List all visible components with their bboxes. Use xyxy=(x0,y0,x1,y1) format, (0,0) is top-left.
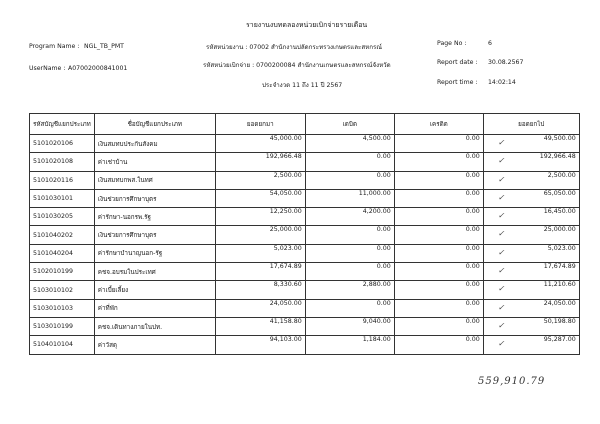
carried-forward-cell xyxy=(483,281,579,299)
account-name: เงินสมทบกพส.ในทศ xyxy=(94,171,215,189)
handwritten-check-mark: ✓ xyxy=(497,138,505,147)
col-header-carried-forward: ยอดยกไป xyxy=(483,114,579,135)
username-value: A07002000841001 xyxy=(68,65,128,72)
table-row xyxy=(30,244,580,262)
account-name: ค่ารักษาบำนาญนอก-รัฐ xyxy=(94,244,215,262)
table-row xyxy=(30,208,580,226)
carried-forward-cell xyxy=(483,244,579,262)
credit: 0.00 xyxy=(394,171,483,189)
username-label: UserName : xyxy=(29,65,66,72)
period-line: ประจำงวด 11 ถึง 11 ปี 2567 xyxy=(262,82,343,89)
col-header-credit: เครดิต xyxy=(394,114,483,135)
col-header-debit: เดบิต xyxy=(305,114,394,135)
account-name: คชจ.เดินทางภายในปท. xyxy=(94,317,215,335)
program-value: NGL_TB_PMT xyxy=(84,43,124,50)
account-name: เงินสมทบประกันสังคม xyxy=(94,135,215,153)
debit: 0.00 xyxy=(305,153,394,171)
disbursing-unit-line: รหัสหน่วยเบิกจ่าย : 0700200084 สำนักงานเกษตรและสหกรณ์จังหวัด xyxy=(203,62,391,69)
table-row xyxy=(30,153,580,171)
carried-forward: 192,966.48 xyxy=(539,153,576,161)
credit: 0.00 xyxy=(394,336,483,354)
debit: 9,040.00 xyxy=(305,317,394,335)
table-row xyxy=(30,336,580,354)
debit: 4,200.00 xyxy=(305,208,394,226)
carried-forward: 2,500.00 xyxy=(547,171,576,179)
credit: 0.00 xyxy=(394,317,483,335)
report-time-value: 14:02:14 xyxy=(488,79,516,86)
credit: 0.00 xyxy=(394,189,483,207)
col-header-brought-forward: ยอดยกมา xyxy=(215,114,305,135)
carried-forward: 95,287.00 xyxy=(543,336,576,344)
account-name: เงินช่วยการศึกษาบุตร xyxy=(94,189,215,207)
carried-forward-cell xyxy=(483,336,579,354)
handwritten-check-mark: ✓ xyxy=(497,211,505,221)
carried-forward-cell xyxy=(483,189,579,207)
report-date-value: 30.08.2567 xyxy=(488,59,524,66)
credit: 0.00 xyxy=(394,208,483,226)
carried-forward-cell xyxy=(483,135,579,153)
account-code: 5103010103 xyxy=(30,299,95,317)
debit: 4,500.00 xyxy=(305,135,394,153)
handwritten-check-mark: ✓ xyxy=(497,302,505,312)
brought-forward: 54,050.00 xyxy=(215,189,305,207)
account-name: ค่าวัสดุ xyxy=(94,336,215,354)
brought-forward: 94,103.00 xyxy=(215,336,305,354)
handwritten-check-mark: ✓ xyxy=(497,266,505,276)
carried-forward: 24,050.00 xyxy=(543,299,576,307)
handwritten-check-mark: ✓ xyxy=(497,320,505,330)
credit: 0.00 xyxy=(394,226,483,244)
table-row xyxy=(30,281,580,299)
brought-forward: 2,500.00 xyxy=(215,171,305,189)
table-row xyxy=(30,189,580,207)
carried-forward-cell xyxy=(483,226,579,244)
brought-forward: 8,330.60 xyxy=(215,281,305,299)
account-code: 5101020106 xyxy=(30,135,95,153)
report-date-label: Report date : xyxy=(437,59,478,66)
carried-forward-cell xyxy=(483,208,579,226)
handwritten-total-note: 559,910.79 xyxy=(478,376,546,387)
table-row xyxy=(30,263,580,281)
debit: 2,880.00 xyxy=(305,281,394,299)
carried-forward-cell xyxy=(483,299,579,317)
handwritten-check-mark: ✓ xyxy=(497,192,505,202)
handwritten-check-mark: ✓ xyxy=(497,284,505,294)
account-name: ค่ารักษา-นอกรพ.รัฐ xyxy=(94,208,215,226)
account-code: 5103010102 xyxy=(30,281,95,299)
table-row xyxy=(30,226,580,244)
debit: 0.00 xyxy=(305,263,394,281)
col-header-account-code: รหัสบัญชีแยกประเภท xyxy=(30,114,95,135)
carried-forward: 49,500.00 xyxy=(543,135,576,142)
carried-forward-cell xyxy=(483,263,579,281)
carried-forward: 25,000.00 xyxy=(543,226,576,234)
credit: 0.00 xyxy=(394,299,483,317)
handwritten-check-mark: ✓ xyxy=(497,174,505,184)
handwritten-check-mark: ✓ xyxy=(497,229,505,239)
account-name: ค่าเช่าบ้าน xyxy=(94,153,215,171)
carried-forward: 5,023.00 xyxy=(547,244,576,252)
table-row xyxy=(30,299,580,317)
account-code: 5101040202 xyxy=(30,226,95,244)
brought-forward: 12,250.00 xyxy=(215,208,305,226)
credit: 0.00 xyxy=(394,281,483,299)
table-row xyxy=(30,135,580,153)
carried-forward: 17,674.89 xyxy=(543,263,576,271)
carried-forward: 16,450.00 xyxy=(543,208,576,216)
page-no-label: Page No : xyxy=(437,40,467,47)
page-no-value: 6 xyxy=(488,40,492,47)
table-row xyxy=(30,317,580,335)
handwritten-check-mark: ✓ xyxy=(497,247,505,257)
carried-forward-cell xyxy=(483,317,579,335)
debit: 11,000.00 xyxy=(305,189,394,207)
debit: 0.00 xyxy=(305,171,394,189)
carried-forward-cell xyxy=(483,153,579,171)
brought-forward: 45,000.00 xyxy=(215,135,305,153)
account-code: 5104010104 xyxy=(30,336,95,354)
account-code: 5102010199 xyxy=(30,263,95,281)
credit: 0.00 xyxy=(394,244,483,262)
report-time-label: Report time : xyxy=(437,79,478,86)
account-code: 5101020108 xyxy=(30,153,95,171)
account-code: 5101020116 xyxy=(30,171,95,189)
debit: 0.00 xyxy=(305,244,394,262)
table-row xyxy=(30,171,580,189)
agency-line: รหัสหน่วยงาน : 07002 สำนักงานปลัดกระทรวงเกษตรและสหกรณ์ xyxy=(206,44,383,51)
credit: 0.00 xyxy=(394,135,483,153)
brought-forward: 17,674.89 xyxy=(215,263,305,281)
trial-balance-table xyxy=(29,113,580,355)
brought-forward: 5,023.00 xyxy=(215,244,305,262)
carried-forward-cell xyxy=(483,171,579,189)
table-header-row xyxy=(30,114,580,135)
carried-forward: 65,050.00 xyxy=(543,189,576,197)
carried-forward: 50,198.80 xyxy=(543,317,576,325)
account-name: ค่าที่พัก xyxy=(94,299,215,317)
col-header-account-name: ชื่อบัญชีแยกประเภท xyxy=(94,114,215,135)
brought-forward: 24,050.00 xyxy=(215,299,305,317)
account-name: ค่าเบี้ยเลี้ยง xyxy=(94,281,215,299)
handwritten-check-mark: ✓ xyxy=(497,156,505,166)
account-code: 5101030205 xyxy=(30,208,95,226)
account-code: 5103010199 xyxy=(30,317,95,335)
brought-forward: 41,158.80 xyxy=(215,317,305,335)
credit: 0.00 xyxy=(394,153,483,171)
table-body xyxy=(30,135,580,355)
brought-forward: 192,966.48 xyxy=(215,153,305,171)
debit: 0.00 xyxy=(305,299,394,317)
account-code: 5101040204 xyxy=(30,244,95,262)
credit: 0.00 xyxy=(394,263,483,281)
program-label: Program Name : xyxy=(29,43,80,50)
brought-forward: 25,000.00 xyxy=(215,226,305,244)
account-name: เงินช่วยการศึกษาบุตร xyxy=(94,226,215,244)
debit: 1,184.00 xyxy=(305,336,394,354)
carried-forward: 11,210.60 xyxy=(543,281,576,289)
account-name: คชจ.อบรมในประเทศ xyxy=(94,263,215,281)
handwritten-check-mark: ✓ xyxy=(497,339,505,349)
report-title: รายงานงบทดลองหน่วยเบิกจ่ายรายเดือน xyxy=(246,21,368,29)
account-code: 5101030101 xyxy=(30,189,95,207)
debit: 0.00 xyxy=(305,226,394,244)
